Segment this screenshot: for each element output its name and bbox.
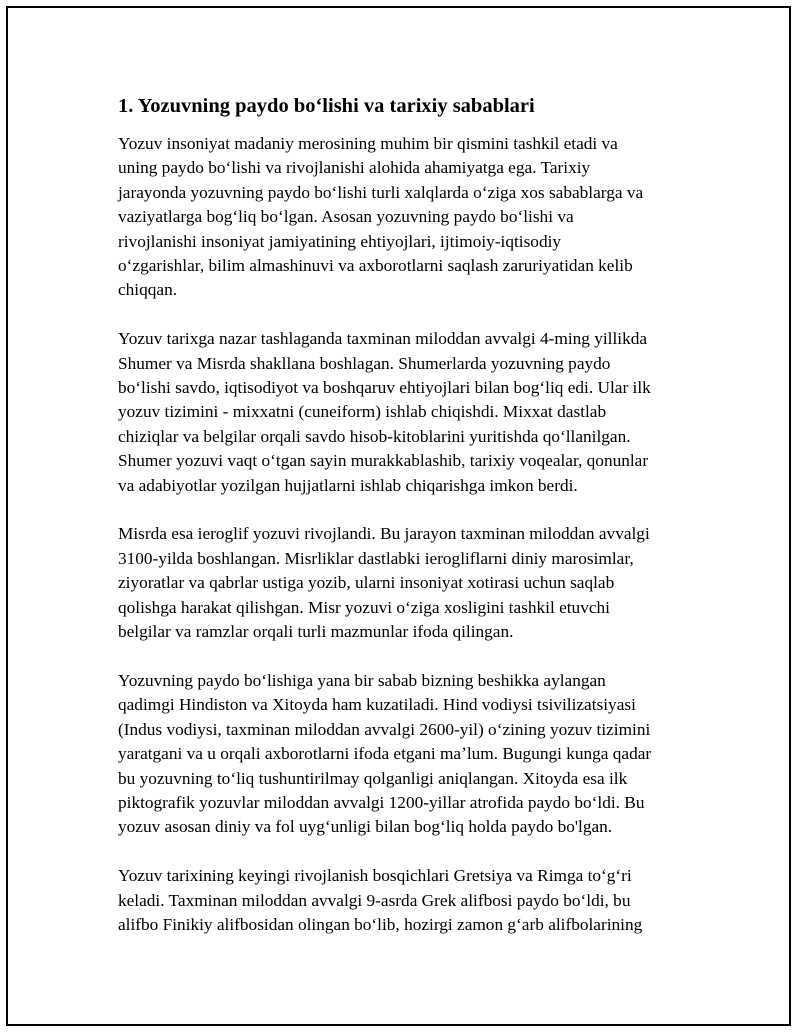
paragraph-3: [118, 522, 688, 644]
text-line: Shumer yozuvi vaqt oʻtgan sayin murakkablashib, tarixiy voqealar, qonunlar: [118, 451, 649, 471]
text-line: yozuv tizimini - mixxatni (cuneiform) ishlab chiqishdi. Mixxat dastlab: [118, 402, 607, 422]
text-line: piktografik yozuvlar miloddan avvalgi 1200-yillar atrofida paydo boʻldi. Bu: [118, 792, 645, 812]
text-line: jarayonda yozuvning paydo boʻlishi turli xalqlarda oʻziga xos sabablarga va: [118, 182, 644, 202]
text-line: va adabiyotlar yozilgan hujjatlarni ishlab chiqarishga imkon berdi.: [118, 475, 578, 495]
text-line: bu yozuvning toʻliq tushuntirilmay qolganligi aniqlangan. Xitoyda esa ilk: [118, 768, 628, 788]
section-heading: 1. Yozuvning paydo boʻlishi va tarixiy sabablari: [118, 95, 535, 117]
text-line: belgilar va ramzlar orqali turli mazmunlar ifoda qilingan.: [118, 622, 514, 642]
paragraph-2: [118, 327, 688, 498]
text-line: Yozuv insoniyat madaniy merosining muhim bir qismini tashkil etadi va: [118, 134, 618, 153]
text-line: Misrda esa ieroglif yozuvi rivojlandi. Bu jarayon taxminan miloddan avvalgi: [118, 524, 650, 544]
text-line: alifbo Finikiy alifbosidan olingan boʻlib, hozirgi zamon gʻarb alifbolarining: [118, 914, 643, 934]
text-line: chiqqan.: [118, 280, 178, 300]
text-line: keladi. Taxminan miloddan avvalgi 9-asrda Grek alifbosi paydo boʻldi, bu: [118, 890, 631, 910]
text-line: yaratgani va u orqali axborotlarni ifoda etgani maʼlum. Bugungi kunga qadar: [118, 744, 652, 764]
text-line: yozuv asosan diniy va fol uygʻunligi bilan bogʻliq holda paydo bo'lgan.: [118, 817, 613, 837]
text-line: rivojlanishi insoniyat jamiyatining ehtiyojlari, ijtimoiy-iqtisodiy: [118, 231, 562, 251]
text-line: vaziyatlarga bogʻliq boʻlgan. Asosan yozuvning paydo boʻlishi va: [118, 207, 574, 227]
text-line: Shumer va Misrda shakllana boshlagan. Shumerlarda yozuvning paydo: [118, 353, 611, 373]
document-body: [118, 92, 688, 962]
text-line: boʻlishi savdo, iqtisodiyot va boshqaruv ehtiyojlari bilan bogʻliq edi. Ular ilk: [118, 378, 651, 398]
text-line: (Indus vodiysi, taxminan miloddan avvalgi 2600-yil) oʻzining yozuv tizimini: [118, 719, 651, 739]
text-line: chiziqlar va belgilar orqali savdo hisob-kitoblarini yuritishda qoʻllanilgan.: [118, 426, 631, 446]
text-line: qolishga harakat qilishgan. Misr yozuvi oʻziga xosligini tashkil etuvchi: [118, 597, 610, 617]
text-line: Yozuv tarixga nazar tashlaganda taxminan miloddan avvalgi 4-ming yillikda: [118, 329, 648, 349]
text-line: Yozuv tarixining keyingi rivojlanish bosqichlari Gretsiya va Rimga toʻgʻri: [118, 866, 632, 886]
paragraph-4: [118, 669, 688, 840]
text-line: 3100-yilda boshlangan. Misrliklar dastlabki ierogliflarni diniy marosimlar,: [118, 548, 634, 568]
text-line: uning paydo boʻlishi va rivojlanishi alohida ahamiyatga ega. Tarixiy: [118, 158, 591, 178]
text-line: oʻzgarishlar, bilim almashinuvi va axborotlarni saqlash zaruriyatidan kelib: [118, 256, 633, 276]
text-line: Yozuvning paydo boʻlishiga yana bir sabab bizning beshikka aylangan: [118, 670, 606, 690]
text-line: ziyoratlar va qabrlar ustiga yozib, ularni insoniyat xotirasi uchun saqlab: [118, 573, 615, 593]
paragraph-1: [118, 132, 688, 303]
text-line: qadimgi Hindiston va Xitoyda ham kuzatiladi. Hind vodiysi tsivilizatsiyasi: [118, 695, 636, 715]
paragraph-5: [118, 864, 688, 937]
